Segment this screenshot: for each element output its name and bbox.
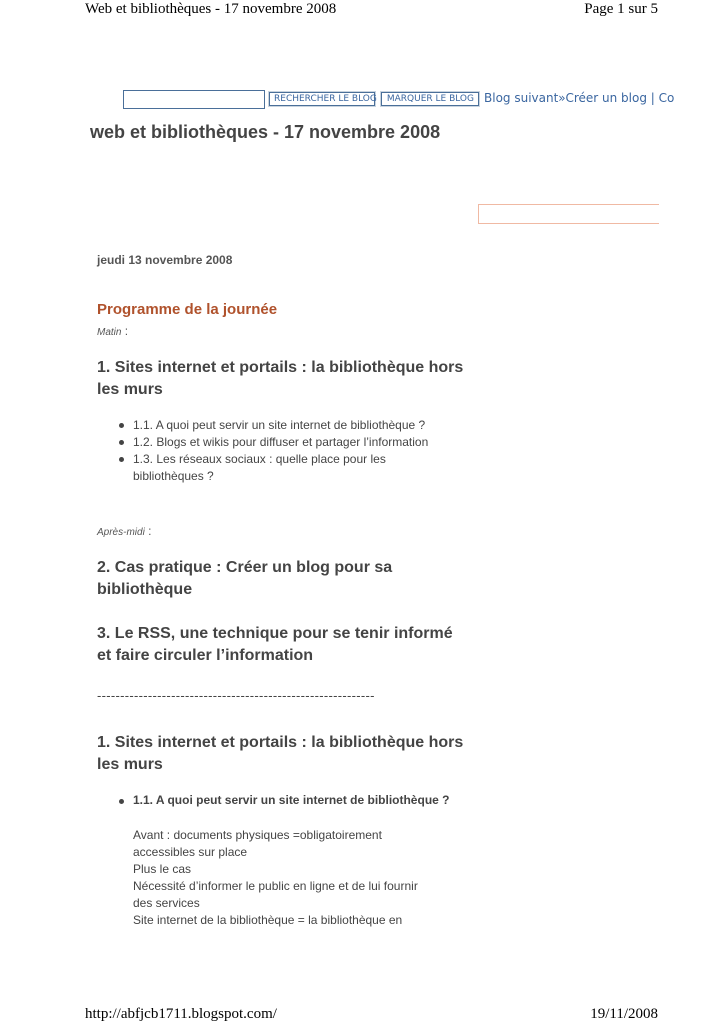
blogger-navbar (123, 90, 675, 110)
paragraph (133, 827, 463, 929)
subsection-title: 1.1. A quoi peut servir un site internet de bibliothèque ? (97, 793, 449, 807)
search-blog-button[interactable]: RECHERCHER LE BLOG (269, 92, 375, 106)
next-blog-link[interactable]: Blog suivant» (484, 91, 566, 105)
colon-text: : (144, 524, 152, 538)
section1-title: 1. Sites internet et portails : la bibliothèque hors les murs (97, 359, 464, 398)
paragraph-line: Avant : documents physiques =obligatoirement (133, 828, 382, 842)
morning-label (97, 324, 128, 338)
create-blog-link[interactable]: Créer un blog (565, 91, 647, 105)
pdf-footer-url: http://abfjcb1711.blogspot.com/ (85, 1006, 277, 1022)
navbar-separator: | (646, 91, 659, 105)
section2-title: 2. Cas pratique : Créer un blog pour sa bibliothèque (97, 559, 393, 598)
afternoon-text: Après-midi (97, 527, 145, 538)
post-title[interactable]: Programme de la journée (97, 301, 278, 318)
pdf-header-title: Web et bibliothèques - 17 novembre 2008 (85, 1, 337, 17)
navbar-truncated-link[interactable]: Co (658, 91, 675, 105)
paragraph-line: Plus le cas (133, 862, 192, 876)
pdf-header-page: Page 1 sur 5 (584, 1, 658, 17)
dashed-separator: ------------------------------------------------------------ (97, 688, 375, 703)
paragraph-line: des services (133, 896, 200, 910)
colon-text: : (121, 324, 129, 338)
pdf-footer-date: 19/11/2008 (590, 1006, 658, 1022)
paragraph-line: Site internet de la bibliothèque = la bibliothèque en (133, 913, 403, 927)
paragraph-line: Nécessité d’informer le public en ligne et de lui fournir (133, 879, 418, 893)
header-decor-box (478, 204, 659, 224)
list-item: 1.1. A quoi peut servir un site internet de bibliothèque ? (97, 417, 437, 434)
blog-title[interactable]: web et bibliothèques - 17 novembre 2008 (90, 122, 441, 142)
section1-repeat-title: 1. Sites internet et portails : la bibliothèque hors les murs (97, 734, 464, 773)
list-item: 1.3. Les réseaux sociaux : quelle place pour les bibliothèques ? (97, 451, 437, 485)
section3-title: 3. Le RSS, une technique pour se tenir informé et faire circuler l’information (97, 625, 453, 664)
paragraph-line: accessibles sur place (133, 845, 248, 859)
list-item: 1.2. Blogs et wikis pour diffuser et partager l’information (97, 434, 437, 451)
morning-text: Matin (97, 327, 122, 338)
post-date: jeudi 13 novembre 2008 (97, 253, 233, 267)
navbar-links (484, 91, 674, 105)
flag-blog-button[interactable]: MARQUER LE BLOG (381, 92, 479, 106)
afternoon-label (97, 524, 151, 538)
section1-list (97, 417, 437, 485)
search-input[interactable] (123, 90, 265, 109)
